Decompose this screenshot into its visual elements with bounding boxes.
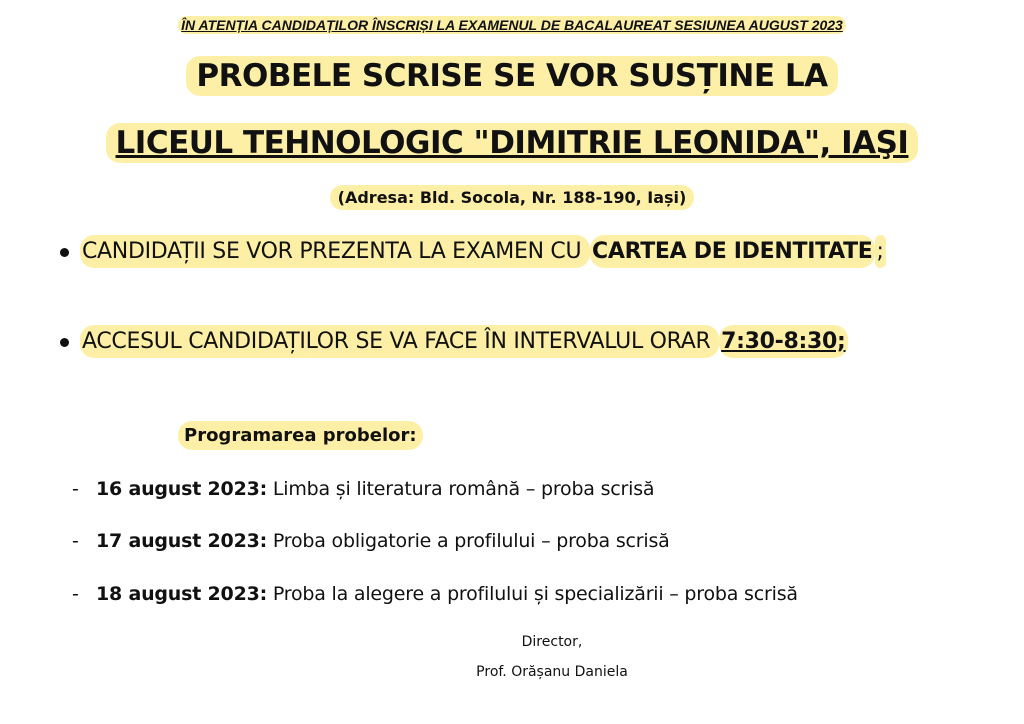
bullet-text [80,319,970,364]
schedule-subject: Limba și literatura română – proba scrisă [272,478,655,500]
top-notice [0,17,1024,33]
address [0,188,1024,207]
address-text: (Adresa: Bld. Socola, Nr. 188-190, Iași) [330,185,695,210]
bullet-text [80,229,970,274]
schedule-date: 16 august 2023: [96,478,268,500]
dash-icon: - [72,530,79,552]
notice-text: ÎN ATENȚIA CANDIDAȚILOR ÎNSCRIȘI LA EXAMENUL DE BACALAUREAT SESIUNEA AUGUST 2023 [178,16,846,34]
schedule-subject: Proba la alegere a profilului și specializării – proba scrisă [272,583,798,605]
schedule-title-text: Programarea probelor: [178,421,423,450]
schedule-date: 18 august 2023: [96,583,268,605]
title-line-1 [0,58,1024,94]
signature-role: Director, [521,634,583,650]
dash-icon: - [72,583,79,605]
bullet-plain-text: ACCESUL CANDIDAȚILOR SE VA FACE ÎN INTERVALUL ORAR [80,325,719,358]
bullet-dot-icon [60,338,69,347]
bullet-id-card [60,229,970,274]
bullet-plain-text: CANDIDAȚII SE VOR PREZENTA LA EXAMEN CU [80,235,590,268]
schedule-subject: Proba obligatorie a profilului – proba scrisă [272,530,670,552]
schedule-date: 17 august 2023: [96,530,268,552]
schedule-row [72,530,670,552]
title-line-2-text: LICEUL TEHNOLOGIC "DIMITRIE LEONIDA", IAŞI [106,123,919,163]
bullet-access-time [60,319,970,364]
signature-name: Prof. Orășanu Daniela [476,664,628,680]
bullet-dot-icon [60,248,69,257]
title-line-2 [0,125,1024,161]
title-line-1-text: PROBELE SCRISE SE VOR SUSȚINE LA [186,56,837,96]
bullet-bold-text: 7:30-8:30; [719,325,847,358]
bullet-tail-text: ; [875,235,886,268]
bullet-bold-text: CARTEA DE IDENTITATE [590,235,875,268]
schedule-row [72,478,654,500]
schedule-row [72,583,798,605]
dash-icon: - [72,478,79,500]
schedule-title [178,425,423,446]
